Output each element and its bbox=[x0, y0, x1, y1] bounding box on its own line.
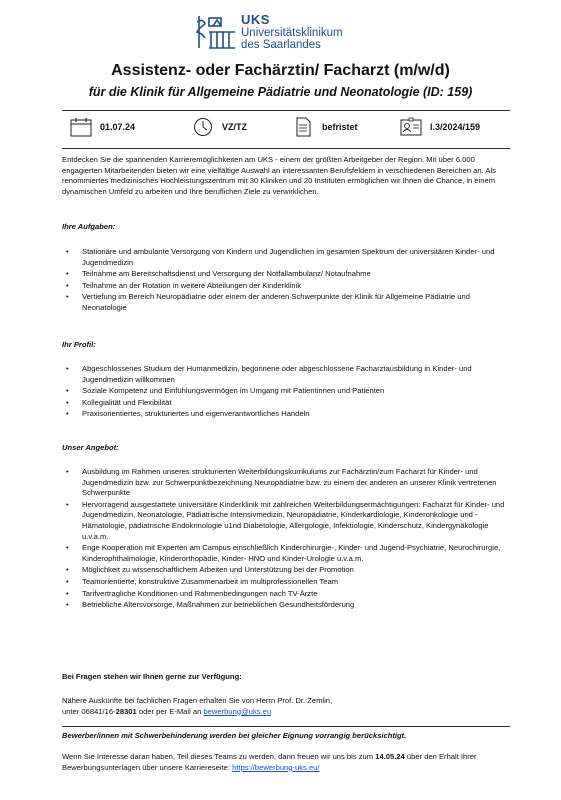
closing-section bbox=[62, 752, 510, 773]
logo-line-1: Universitätsklinikum bbox=[241, 26, 343, 39]
contact-section bbox=[62, 672, 510, 683]
contact-line-1: Nähere Auskünfte bei fachlichen Fragen erhalten Sie von Herrn Prof. Dr. Zemlin, bbox=[62, 696, 333, 705]
list-item: • Teilnahme am Bereitschaftsdienst und Versorgung der Notfallambulanz/ Notaufnahme bbox=[62, 269, 510, 280]
divider-bottom bbox=[62, 726, 510, 727]
meta-reference-value: I.3/2024/159 bbox=[430, 122, 481, 132]
list-item: • Stationäre und ambulante Versorgung von Kindern und Jugendlichen im gesamten Spektrum der universitären Kinder- und Jugendmedizin bbox=[62, 247, 510, 268]
tasks-section bbox=[62, 222, 510, 233]
list-item: • Vertiefung im Bereich Neuropädiatrie oder einem der anderen Schwerpunkte der Klinik für Allgemeine Pädiatrie und Neonatologie bbox=[62, 292, 510, 313]
offer-title: Unser Angebot: bbox=[62, 443, 119, 452]
intro-section bbox=[62, 155, 510, 197]
uks-emblem-icon bbox=[195, 12, 237, 52]
meta-date-value: 01.07.24 bbox=[100, 122, 136, 132]
profile-list bbox=[62, 364, 510, 420]
list-item: • Hervorragend ausgestattete universitäre Kinderklinik mit zahlreichen Weiterbildungsermächtigungen: Facharzt für Kinder- und Jugendmedizin, Neonatologie, Pädiatrische Intensivmedizin, Neuropädiatrie, Kinderkardiologie, Kinderonkologie und -Hämatologie, pädiatrische Endokrinologie u1nd Diabetologie, Allergologie, Infektiologie, Kinderschutz, Kindergynäkologie u.v.a.m. bbox=[62, 500, 510, 542]
calendar-icon bbox=[70, 117, 92, 137]
job-subtitle: für die Klinik für Allgemeine Pädiatrie und Neonatologie (ID: 159) bbox=[88, 85, 473, 99]
profile-title: Ihr Profil: bbox=[62, 340, 96, 349]
list-item: • Tarifvertragliche Konditionen und Rahmenbedingungen nach TV-Ärzte bbox=[62, 589, 510, 600]
list-item: • Praxisorientiertes, strukturiertes und eigenverantwortliches Handeln bbox=[62, 409, 510, 420]
notice-section bbox=[62, 731, 510, 742]
list-item: • Teamorientierte, konstruktive Zusammenarbeit im multiprofessionellen Team bbox=[62, 577, 510, 588]
contact-line-2 bbox=[62, 707, 510, 718]
tasks-list-wrap bbox=[62, 247, 510, 315]
list-item: • Kollegialität und Flexibilität bbox=[62, 398, 510, 409]
intro-text: Entdecken Sie die spannenden Karrieremöglichkeiten am UKS - einem der größten Arbeitgeber der Region. Mit über 6.000 engagierten Mitarbeitenden bieten wir eine vielfältige Auswahl an interessanten Berufsfeldern in verschiedenen Bereichen an. Als renommiertes medizinisches Hochleistungszentrum mit 30 Kliniken und 20 Instituten ermöglichen wir Ihnen die Chance, in einem dynamischen Umfeld zu arbeiten und Ihre beruflichen Ziele zu verwirklichen. bbox=[62, 155, 496, 196]
contact-email-text: oder per E-Mail an bbox=[136, 706, 204, 716]
tasks-list bbox=[62, 247, 510, 314]
tasks-title: Ihre Aufgaben: bbox=[62, 222, 116, 231]
meta-row bbox=[70, 116, 500, 138]
list-item: • Soziale Kompetenz und Einfühlungsvermögen im Umgang mit Patientinnen und Patienten bbox=[62, 386, 510, 397]
id-card-icon bbox=[400, 117, 422, 137]
meta-reference bbox=[400, 116, 480, 138]
meta-worktime bbox=[192, 116, 247, 138]
disability-notice: Bewerber/innen mit Schwerbehinderung werden bei gleicher Eignung vorrangig berücksichtigt. bbox=[62, 731, 407, 740]
contact-phone-prefix: unter 06841/16- bbox=[62, 706, 116, 716]
closing-part-2: über den Erhalt Ihrer Bewerbungsunterlagen über unsere Karriereseite: bbox=[62, 752, 477, 772]
list-item: • Möglichkeit zu wissenschaftlichem Arbeiten und Unterstützung bei der Promotion bbox=[62, 565, 510, 576]
profile-section bbox=[62, 340, 510, 351]
clock-icon bbox=[192, 117, 214, 137]
list-item: • Enge Kooperation mit Experten am Campus einschließlich Kinderchirurgie-, Kinder- und Jugend-Psychiatrie, Neurochirurgie, Kinderophthalmologie, Kinderorthopädie, Kinder- HNO und Kinder-Urologie u.v.a.m. bbox=[62, 543, 510, 564]
closing-part-1: Wenn Sie Interesse daran haben, Teil dieses Teams zu werden, dann freuen wir uns bis zum bbox=[62, 752, 376, 761]
profile-list-wrap bbox=[62, 364, 510, 421]
logo-line-2: des Saarlandes bbox=[241, 38, 321, 51]
job-title: Assistenz- oder Fachärztin/ Facharzt (m/w/d) bbox=[111, 62, 450, 79]
contact-title: Bei Fragen stehen wir Ihnen gerne zur Verfügung: bbox=[62, 672, 242, 681]
meta-worktime-value: VZ/TZ bbox=[222, 122, 247, 132]
offer-list bbox=[62, 467, 510, 611]
uks-logo bbox=[195, 10, 343, 54]
contact-phone-extension: 28301 bbox=[115, 706, 137, 716]
divider-top bbox=[62, 110, 510, 111]
application-deadline: 14.05.24 bbox=[375, 752, 405, 761]
contact-details bbox=[62, 696, 510, 717]
contact-email-link[interactable]: bewerbung@uks.eu bbox=[203, 706, 272, 716]
closing-text bbox=[62, 752, 510, 773]
list-item: • Teilnahme an der Rotation in weitere Abteilungen der Kinderklinik bbox=[62, 281, 510, 292]
list-item: • Ausbildung im Rahmen unseres strukturierten Weiterbildungskurrikulums zur Fachärztin/zum Facharzt für Kinder- und Jugendmedizin bzw. zur Schwerpunktbezeichnung Neuropädiatrie bzw. zu einem der anderen an unserer Klinik vertretenen Schwerpunkte bbox=[62, 467, 510, 499]
career-page-link[interactable]: https://bewerbung-uks.eu/ bbox=[232, 762, 320, 772]
meta-contract-value: befristet bbox=[322, 122, 358, 132]
offer-list-wrap bbox=[62, 467, 510, 612]
document-icon bbox=[292, 117, 314, 137]
divider-meta bbox=[62, 148, 510, 149]
meta-contract bbox=[292, 116, 358, 138]
logo-abbreviation: UKS bbox=[241, 12, 270, 28]
list-item: • Abgeschlossenes Studium der Humanmedizin, begonnene oder abgeschlossene Facharztausbildung in Kinder- und Jugendmedizin willkommen bbox=[62, 364, 510, 385]
meta-date bbox=[70, 116, 135, 138]
list-item: • Betriebliche Altersvorsorge, Maßnahmen zur betrieblichen Gesundheitsförderung bbox=[62, 600, 510, 611]
offer-section bbox=[62, 443, 510, 454]
